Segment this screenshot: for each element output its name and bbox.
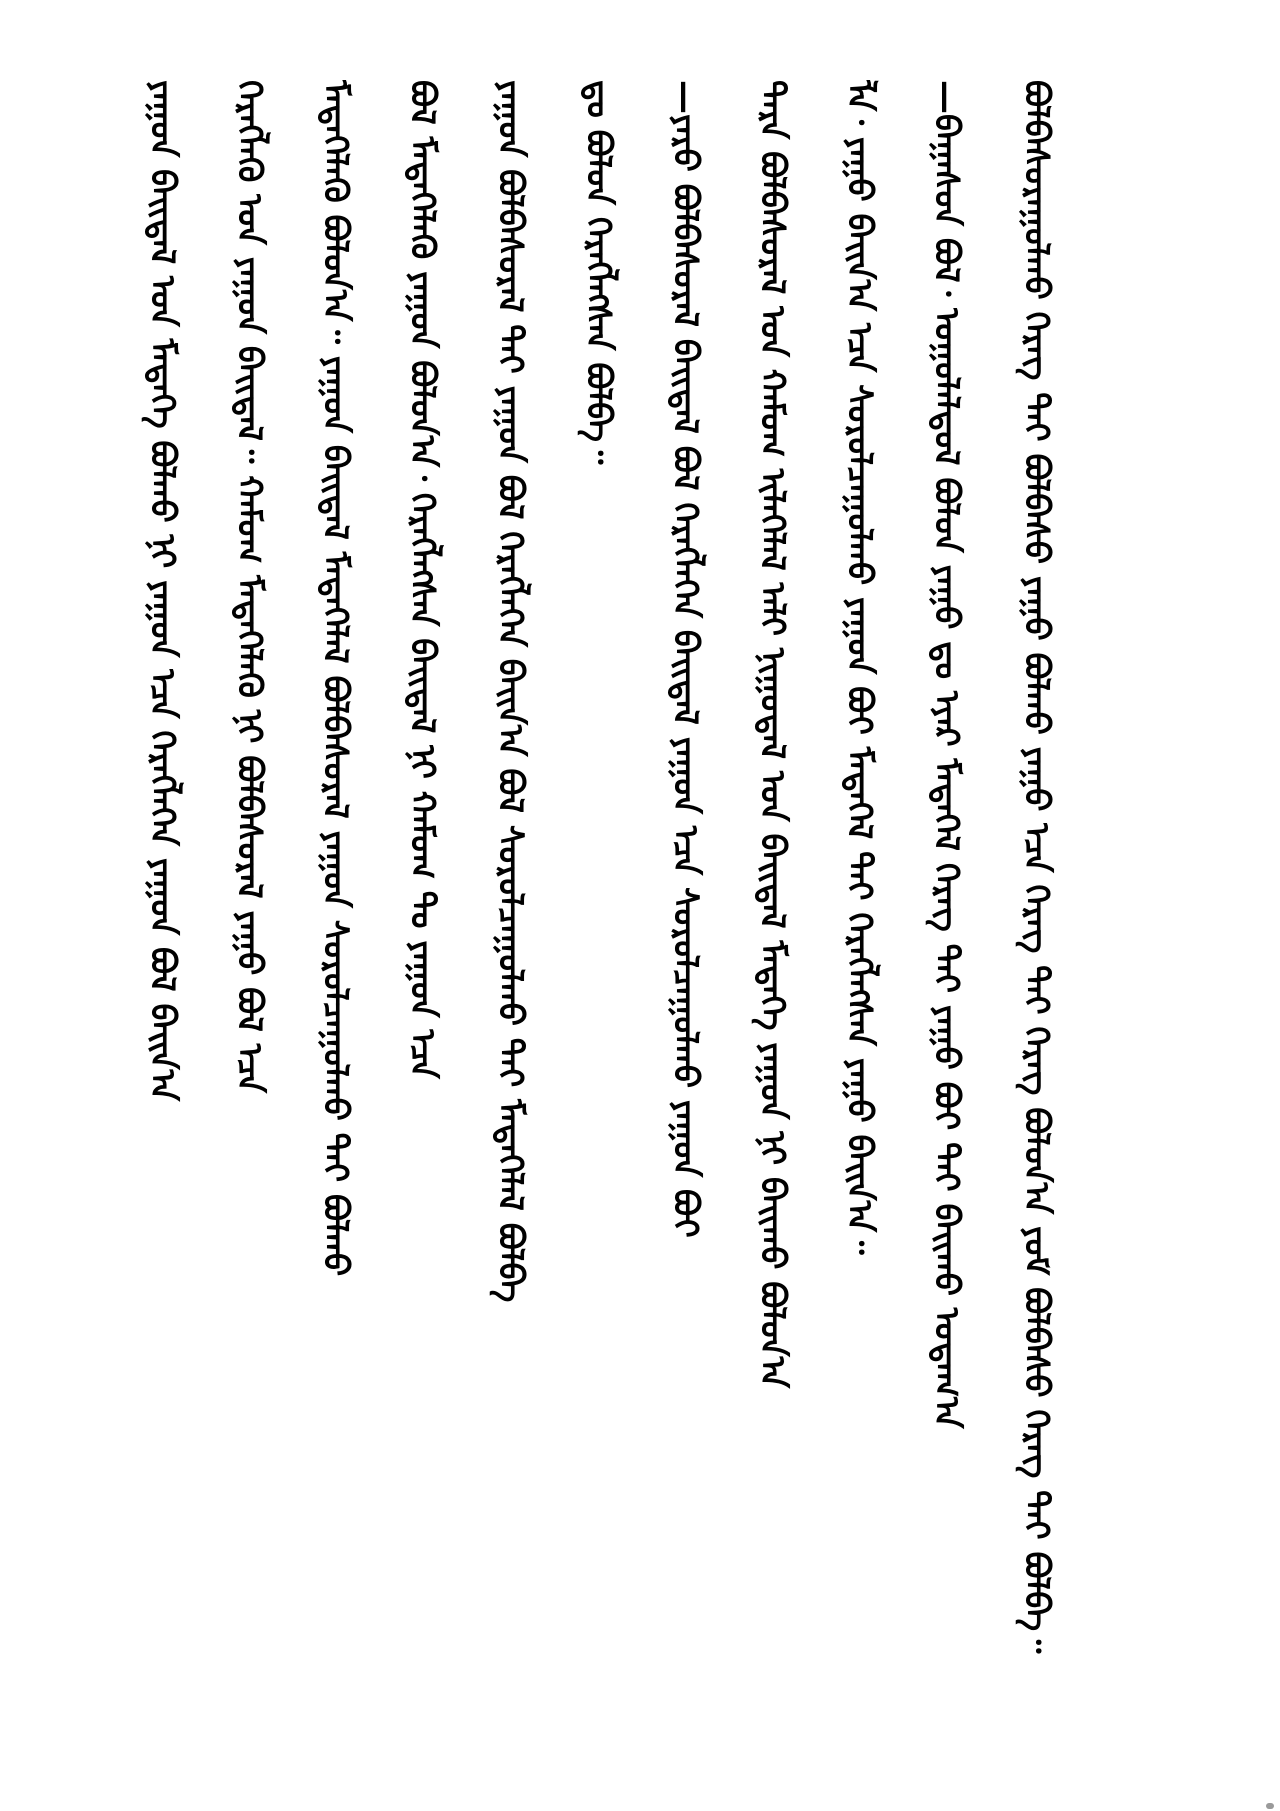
text-line-8: ᠪᠣᠯ ᠮᠡᠳᠡᠭᠡᠯᠡᠬᠦ ᠶᠠᠭᠤᠨ ᠪᠣᠯᠤᠨ᠎ᠠ᠂ ᠬᠡᠷᠡᠭᠯᠡᠭᠰᠡᠨ ᠪᠠᠢᠳᠠᠯ ᠨᠢ ᠬᠠᠮᠤᠭ ᠲᠤ ᠶᠠᠭᠤᠨ ᠡᠴᠡ — [402, 80, 442, 1079]
text-line-4: ᠲᠡᠷᠡ ᠪᠣᠯᠪᠠᠰᠤᠷᠠᠯ ᠤᠨ ᠬᠠᠮᠤᠭ ᠢᠯᠡᠭᠡᠯᠡᠯ ᠠᠯᠢ ᠨᠢᠭᠤᠳᠠᠯ ᠤᠨ ᠪᠠᠢᠳᠠᠯ ᠮᠡᠳᠡᠭᠡ ᠶᠠᠭᠤᠨ ᠨᠢ ᠪᠠᠢᠬᠤ ᠪᠣᠯᠤᠨ᠎ᠠ — [752, 80, 792, 1389]
text-line-5: —ᠶᠡᠷᠦ ᠪᠣᠯᠪᠠᠰᠤᠷᠠᠯ ᠪᠠᠢᠳᠠᠯ ᠪᠣᠯ ᠬᠡᠷᠡᠭᠯᠡᠭᠡᠨ ᠪᠠᠢᠳᠠᠯ ᠶᠠᠭᠤᠨ ᠡᠴᠡ ᠰᠤᠷᠤᠯᠴᠠᠭᠤᠯᠬᠤ ᠶᠠᠭᠤᠨ ᠪᠤᠢ — [665, 80, 705, 1238]
text-line-2: —ᠪᠠᠭᠠᠰᠤᠨ ᠪᠣᠯ᠂ ᠤᠭᠤᠯᠠᠯᠳᠤᠯ ᠪᠣᠯᠤᠨ ᠶᠠᠭᠤ ᠳᠤ ᠡᠶᠡᠷ ᠮᠡᠳᠡᠭᠡᠯ ᠬᠡᠷᠡᠭ ᠲᠡᠢ ᠶᠠᠭᠤ ᠪᠤᠢ ᠲᠡᠢ ᠪᠠᠢᠬᠤ ᠤᠳᠠᠭ᠎ᠠ — [926, 80, 966, 1429]
text-line-7: ᠶᠠᠭᠤᠨ ᠪᠣᠯᠪᠠᠰᠤᠷᠠᠯ ᠲᠡᠢ ᠶᠠᠭᠤᠨ ᠪᠣᠯ ᠬᠡᠷᠡᠭᠯᠡᠭᠡᠨ ᠪᠠᠢᠨ᠎ᠠ ᠪᠣᠯ ᠰᠤᠷᠤᠯᠴᠠᠭᠤᠯᠬᠤ ᠲᠡᠢ ᠮᠡᠳᠡᠭᠡᠯᠡᠯ ᠪᠣᠯᠪᠠ — [490, 80, 530, 1303]
text-line-3: ᠯᠠ᠂ ᠶᠠᠭᠤ ᠪᠠᠢᠨ᠎ᠠ ᠡᠴᠡ ᠰᠤᠷᠤᠯᠴᠠᠭᠤᠯᠬᠤ ᠶᠠᠭᠤᠨ ᠪᠤᠢ ᠮᠡᠳᠡᠭᠡᠯ ᠲᠡᠢ ᠬᠡᠷᠡᠭᠯᠡᠭᠰᠡᠨ ᠶᠠᠭᠤ ᠪᠠᠢᠨ᠎ᠠ᠃ — [839, 80, 879, 1255]
text-line-6: ᠳᠤ ᠪᠣᠯᠤᠨ ᠬᠡᠷᠡᠭᠯᠡᠭᠰᠡᠨ ᠪᠣᠯᠪᠠ᠃ — [578, 80, 618, 465]
text-line-11: ᠶᠠᠭᠤᠨ ᠪᠠᠢᠳᠠᠯ ᠤᠨ ᠮᠡᠳᠡᠭᠡ ᠪᠣᠯᠬᠤ ᠨᠢ ᠶᠠᠭᠤᠨ ᠡᠴᠡ ᠬᠡᠷᠡᠭᠯᠡᠭᠡᠨ ᠶᠠᠭᠤᠨ ᠪᠣᠯ ᠪᠠᠢᠨ᠎ᠠ — [142, 80, 182, 1102]
mongolian-text-body — [110, 80, 1070, 1720]
text-line-9: ᠮᠡᠳᠡᠭᠡᠯᠡᠬᠦ ᠪᠣᠯᠤᠨ᠎ᠠ᠃ ᠶᠠᠭᠤᠨ ᠪᠠᠢᠳᠠᠯ ᠮᠡᠳᠡᠭᠡᠯᠡᠯ ᠪᠣᠯᠪᠠᠰᠤᠷᠠᠯ ᠶᠠᠭᠤᠨ ᠰᠤᠷᠤᠯᠴᠠᠭᠤᠯᠬᠤ ᠲᠡᠢ ᠪᠣᠯᠬᠤ — [315, 80, 355, 1277]
text-line-1: ᠪᠣᠯᠪᠠᠰᠤᠷᠠᠭᠤᠯᠬᠤ ᠬᠡᠷᠡᠭ ᠲᠠᠢ ᠪᠣᠯᠪᠠᠰᠤ ᠶᠠᠭᠤ ᠪᠣᠯᠬᠤ ᠶᠠᠭᠤ ᠡᠴᠡ ᠬᠡᠷᠡᠭ ᠲᠡᠢ ᠬᠡᠷᠡᠭ ᠪᠣᠯᠤᠨ᠎ᠠ ᠶᠤᠮ ᠪᠣᠯᠪᠠᠰᠤ ᠬᠡᠷᠡᠭ ᠲᠡᠢ ᠪᠣᠯᠪᠠ᠃ — [1016, 80, 1056, 1654]
text-line-10: ᠬᠡᠷᠡᠭᠯᠡᠬᠦ ᠤᠨ ᠶᠠᠭᠤᠨ ᠪᠠᠢᠳᠠᠯ᠃ ᠬᠠᠮᠤᠭ ᠮᠡᠳᠡᠭᠡᠯᠡᠬᠦ ᠨᠢ ᠪᠣᠯᠪᠠᠰᠤᠷᠠᠯ ᠶᠠᠭᠤ ᠪᠣᠯ ᠡᠴᠡ — [229, 80, 269, 1094]
page-corner-mark — [1266, 1803, 1274, 1809]
